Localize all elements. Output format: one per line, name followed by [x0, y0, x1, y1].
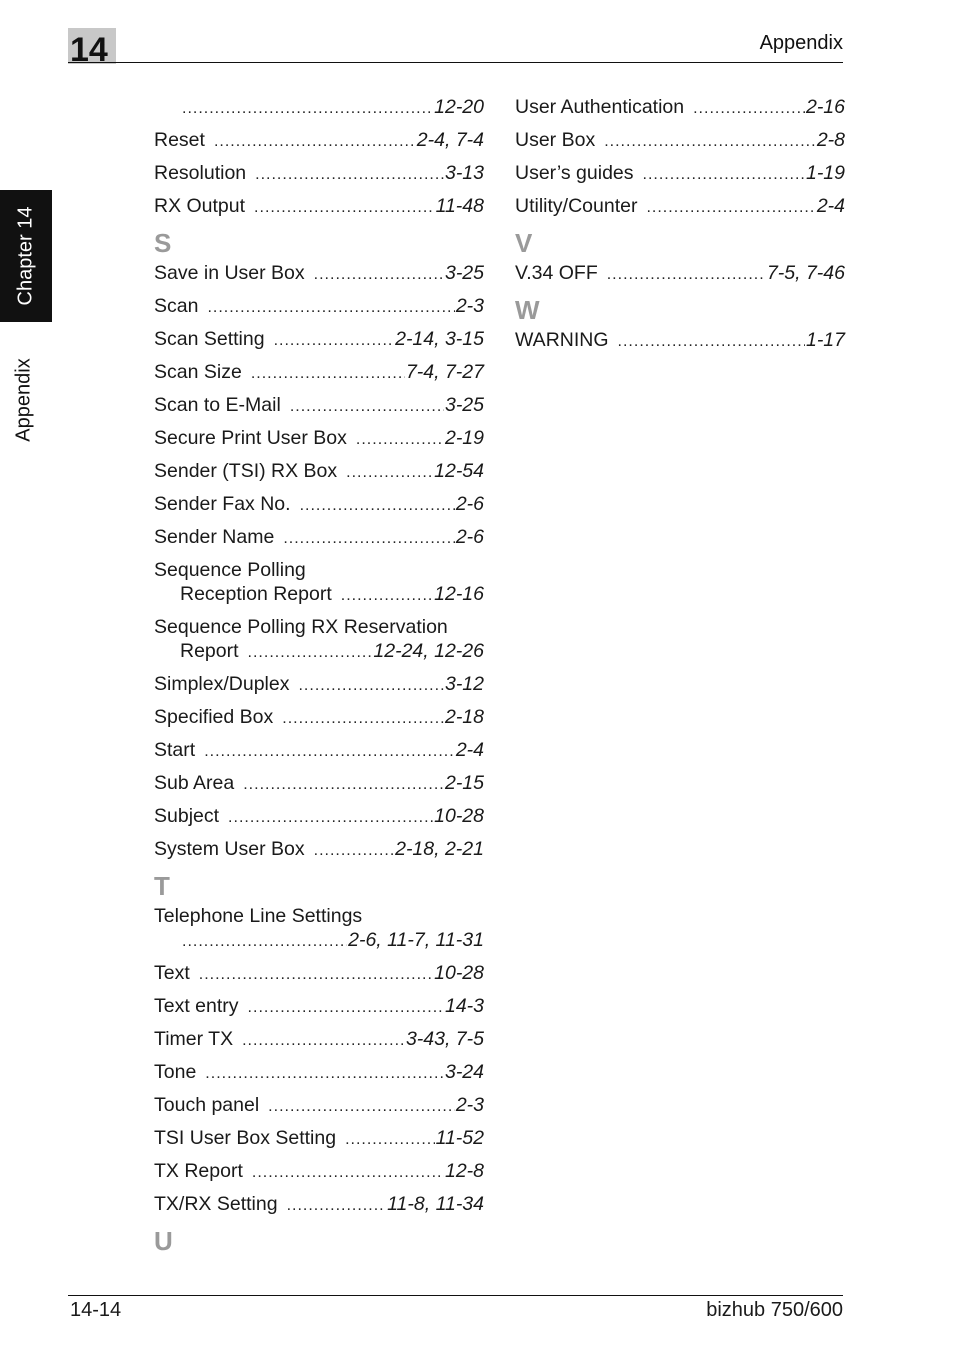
leader-dots [643, 163, 805, 187]
page-number: 14-14 [70, 1299, 122, 1321]
index-page-ref: 2-4 [816, 195, 845, 217]
index-term: System User Box [154, 838, 305, 860]
leader-dots [300, 494, 455, 518]
index-entry [154, 738, 484, 764]
leader-dots [287, 1194, 387, 1218]
index-entry [154, 705, 484, 731]
index-page-ref: 3-12 [444, 673, 484, 695]
index-entry-line [154, 327, 484, 353]
index-entry-line [154, 837, 484, 863]
leader-dots [356, 428, 444, 452]
index-entry [154, 615, 484, 665]
leader-dots [205, 1062, 444, 1086]
index-entry-line [154, 994, 484, 1020]
index-term: V.34 OFF [515, 262, 598, 284]
index-term: Scan to E-Mail [154, 394, 281, 416]
leader-dots [214, 130, 416, 154]
leader-dots [255, 163, 444, 187]
leader-dots [182, 97, 433, 121]
index-entry-line [154, 1126, 484, 1152]
index-entry-line [515, 128, 845, 154]
leader-dots [646, 196, 815, 220]
index-page-ref: 7-4, 7-27 [405, 361, 484, 383]
index-entry-line [515, 194, 845, 220]
leader-dots [314, 839, 394, 863]
index-letter-heading: W [515, 295, 540, 325]
index-page-ref: 7-5, 7-46 [766, 262, 845, 284]
index-entry [154, 837, 484, 863]
index-entry [154, 1192, 484, 1218]
index-entry-line [154, 1027, 484, 1053]
index-page-ref: 3-25 [444, 262, 484, 284]
index-page-ref: 2-19 [444, 427, 484, 449]
index-entry [154, 558, 484, 608]
index-entry-line [154, 558, 484, 582]
leader-dots [298, 674, 443, 698]
leader-dots [345, 1128, 434, 1152]
leader-dots [242, 1029, 405, 1053]
index-page-ref: 14-3 [444, 995, 484, 1017]
index-page-ref: 12-8 [444, 1160, 484, 1182]
index-entry [154, 194, 484, 220]
index-page-ref: 12-16 [434, 583, 484, 605]
index-entry [515, 95, 845, 121]
index-column-left [154, 95, 484, 1259]
index-entry [154, 128, 484, 154]
footer-rule [68, 1295, 843, 1296]
index-entry [515, 261, 845, 287]
index-page-ref: 2-18 [444, 706, 484, 728]
index-term: Sender Fax No. [154, 493, 291, 515]
index-entry-line [154, 128, 484, 154]
index-entry-line [154, 426, 484, 452]
index-entry [154, 161, 484, 187]
index-entry-line [154, 360, 484, 386]
index-page-ref: 11-48 [435, 195, 484, 217]
index-page-ref: 2-15 [444, 772, 484, 794]
index-letter-heading: T [154, 871, 170, 901]
index-entry [154, 1060, 484, 1086]
index-entry [515, 128, 845, 154]
product-name: bizhub 750/600 [706, 1299, 843, 1321]
index-entry-line [154, 393, 484, 419]
index-entry-line [154, 804, 484, 830]
index-entry-line [154, 1060, 484, 1086]
index-page-ref: 12-20 [434, 96, 484, 118]
leader-dots [282, 707, 444, 731]
index-entry-line [154, 1093, 484, 1119]
index-page-ref: 3-24 [444, 1061, 484, 1083]
index-term: Tone [154, 1061, 197, 1083]
index-entry [515, 161, 845, 187]
index-term: Scan Setting [154, 328, 265, 350]
index-page-ref: 11-8, 11-34 [387, 1193, 484, 1215]
index-entry [154, 393, 484, 419]
index-term: Telephone Line Settings [154, 905, 363, 927]
index-page-ref: 3-25 [444, 394, 484, 416]
index-entry-subline [154, 582, 484, 608]
index-page-ref: 2-3 [455, 295, 484, 317]
index-term: Start [154, 739, 196, 761]
index-entry-line [154, 95, 484, 121]
index-entry-line [154, 615, 484, 639]
index-term: TSI User Box Setting [154, 1127, 337, 1149]
index-entry [154, 327, 484, 353]
leader-dots [290, 395, 444, 419]
index-term: User Authentication [515, 96, 685, 118]
index-page-ref: 11-52 [435, 1127, 484, 1149]
index-term: RX Output [154, 195, 246, 217]
leader-dots [607, 263, 766, 287]
index-entry-line [154, 961, 484, 987]
index-entry-line [154, 194, 484, 220]
index-entry-subline [154, 928, 484, 954]
index-entry [154, 672, 484, 698]
leader-dots [228, 806, 433, 830]
index-entry [154, 360, 484, 386]
index-page-ref: 1-19 [805, 162, 845, 184]
index-page-ref: 2-14, 3-15 [395, 328, 484, 350]
index-page-ref: 10-28 [434, 962, 484, 984]
index-entry-line [154, 771, 484, 797]
index-page-ref: 2-3 [455, 1094, 484, 1116]
index-term-continued: Report [180, 640, 239, 662]
index-term: Utility/Counter [515, 195, 638, 217]
index-term: TX Report [154, 1160, 243, 1182]
index-term: Sequence Polling RX Reservation [154, 616, 448, 638]
leader-dots [204, 740, 455, 764]
index-entry-line [515, 261, 845, 287]
index-entry [154, 771, 484, 797]
index-entry-line [154, 1192, 484, 1218]
header-rule [68, 62, 843, 63]
index-entry-line [154, 161, 484, 187]
header-title: Appendix [759, 32, 843, 54]
leader-dots [243, 773, 444, 797]
side-section-label: Appendix [12, 358, 35, 442]
leader-dots [604, 130, 816, 154]
index-page-ref: 2-6 [455, 526, 484, 548]
index-letter-heading: V [515, 228, 533, 258]
index-term: Sender Name [154, 526, 275, 548]
leader-dots [693, 97, 805, 121]
index-entry-line [154, 525, 484, 551]
index-letter-heading: U [154, 1226, 173, 1256]
index-page-ref: 2-16 [805, 96, 845, 118]
index-page-ref: 3-13 [444, 162, 484, 184]
index-letter-heading: S [154, 228, 172, 258]
index-term: Resolution [154, 162, 247, 184]
index-entry [154, 1126, 484, 1152]
index-entry [515, 328, 845, 354]
index-term: WARNING [515, 329, 609, 351]
index-page-ref: 2-4 [455, 739, 484, 761]
index-page-ref: 2-6, 11-7, 11-31 [348, 929, 484, 951]
index-term: Subject [154, 805, 220, 827]
index-entry [154, 426, 484, 452]
index-entry [154, 525, 484, 551]
index-entry [154, 261, 484, 287]
index-entry-line [154, 459, 484, 485]
leader-dots [618, 330, 805, 354]
index-entry [154, 459, 484, 485]
leader-dots [252, 1161, 444, 1185]
index-entry-line [154, 492, 484, 518]
index-page-ref: 10-28 [434, 805, 484, 827]
index-term-continued: Reception Report [180, 583, 332, 605]
index-entry [154, 294, 484, 320]
leader-dots [341, 584, 433, 608]
leader-dots [283, 527, 454, 551]
index-entry [154, 804, 484, 830]
index-term: Specified Box [154, 706, 274, 728]
index-term: TX/RX Setting [154, 1193, 278, 1215]
index-entry [154, 1027, 484, 1053]
index-term: Sub Area [154, 772, 235, 794]
leader-dots [314, 263, 444, 287]
leader-dots [199, 963, 433, 987]
side-chapter-label: Chapter 14 [14, 206, 37, 306]
leader-dots [346, 461, 433, 485]
index-entry-line [154, 738, 484, 764]
index-entry [154, 95, 484, 121]
index-page-ref: 12-24, 12-26 [373, 640, 484, 662]
leader-dots [274, 329, 395, 353]
index-entry-line [154, 294, 484, 320]
index-page-ref: 1-17 [805, 329, 845, 351]
index-entry [154, 492, 484, 518]
index-term: Timer TX [154, 1028, 234, 1050]
index-term: User Box [515, 129, 596, 151]
index-term: Text [154, 962, 190, 984]
index-entry-line [154, 261, 484, 287]
index-entry-line [154, 705, 484, 731]
leader-dots [268, 1095, 455, 1119]
index-term: Scan [154, 295, 199, 317]
index-term: Sender (TSI) RX Box [154, 460, 338, 482]
index-page-ref: 2-8 [816, 129, 845, 151]
chapter-number: 14 [70, 31, 108, 69]
index-term: Sequence Polling [154, 559, 306, 581]
index-column-right [515, 95, 845, 361]
index-entry-line [154, 672, 484, 698]
index-term: Simplex/Duplex [154, 673, 290, 695]
index-page-ref: 2-6 [455, 493, 484, 515]
index-entry [515, 194, 845, 220]
index-page-ref: 2-4, 7-4 [416, 129, 484, 151]
index-entry [154, 1159, 484, 1185]
index-page-ref: 3-43, 7-5 [405, 1028, 484, 1050]
leader-dots [207, 296, 454, 320]
index-entry-line [515, 95, 845, 121]
index-entry [154, 1093, 484, 1119]
index-term: Touch panel [154, 1094, 260, 1116]
index-term: Reset [154, 129, 205, 151]
index-term: Scan Size [154, 361, 242, 383]
index-entry [154, 904, 484, 954]
leader-dots [248, 641, 373, 665]
index-entry [154, 994, 484, 1020]
leader-dots [248, 996, 444, 1020]
index-term: User’s guides [515, 162, 634, 184]
index-entry-line [515, 328, 845, 354]
index-term: Text entry [154, 995, 239, 1017]
index-entry [154, 961, 484, 987]
index-entry-line [515, 161, 845, 187]
index-term: Secure Print User Box [154, 427, 347, 449]
index-entry-subline [154, 639, 484, 665]
index-entry-line [154, 904, 484, 928]
index-page-ref: 2-18, 2-21 [395, 838, 484, 860]
leader-dots [182, 930, 347, 954]
leader-dots [251, 362, 405, 386]
leader-dots [254, 196, 435, 220]
index-term: Save in User Box [154, 262, 305, 284]
index-entry-line [154, 1159, 484, 1185]
index-page-ref: 12-54 [434, 460, 484, 482]
